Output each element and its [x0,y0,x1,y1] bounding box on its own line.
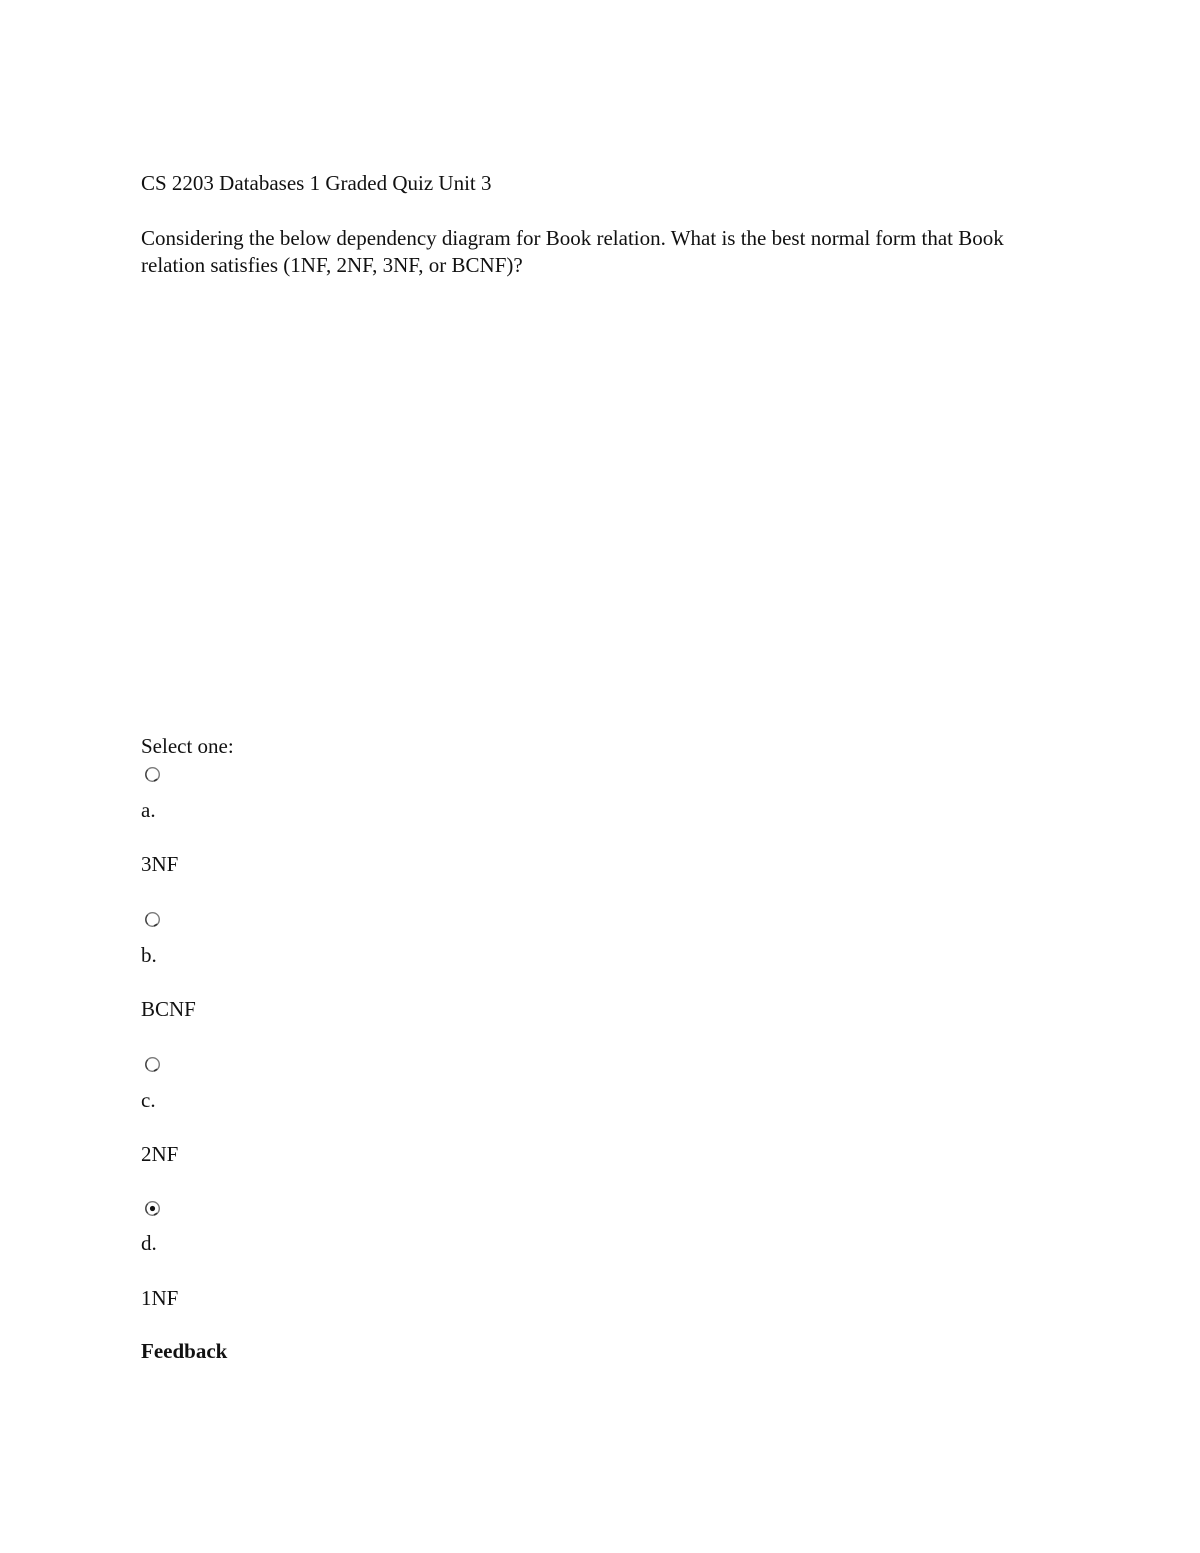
radio-unchecked-icon [144,911,161,928]
option-d-radio[interactable] [144,1200,161,1217]
question-text: Considering the below dependency diagram for Book relation. What is the best normal form that Book relation satisfies (1NF, 2NF, 3NF, or BCNF)? [141,226,1004,277]
option-c-radio[interactable] [144,1056,161,1073]
option-b-radio[interactable] [144,911,161,928]
quiz-page [141,0,1081,1553]
radio-checked-icon [144,1200,161,1217]
dependency-diagram-area [141,290,1071,720]
radio-unchecked-icon [144,766,161,783]
option-a-letter: a. [141,798,156,822]
option-a-radio[interactable] [144,766,161,783]
option-c-letter: c. [141,1088,156,1112]
option-d-label[interactable]: 1NF [141,1286,179,1310]
option-c-label[interactable]: 2NF [141,1142,179,1166]
radio-unchecked-icon [144,1056,161,1073]
option-d-letter: d. [141,1231,157,1255]
select-one-prompt: Select one: [141,734,234,758]
feedback-heading: Feedback [141,1339,228,1363]
option-b-letter: b. [141,943,157,967]
option-a-label[interactable]: 3NF [141,852,179,876]
option-b-label[interactable]: BCNF [141,997,196,1021]
page-title: CS 2203 Databases 1 Graded Quiz Unit 3 [141,171,492,195]
